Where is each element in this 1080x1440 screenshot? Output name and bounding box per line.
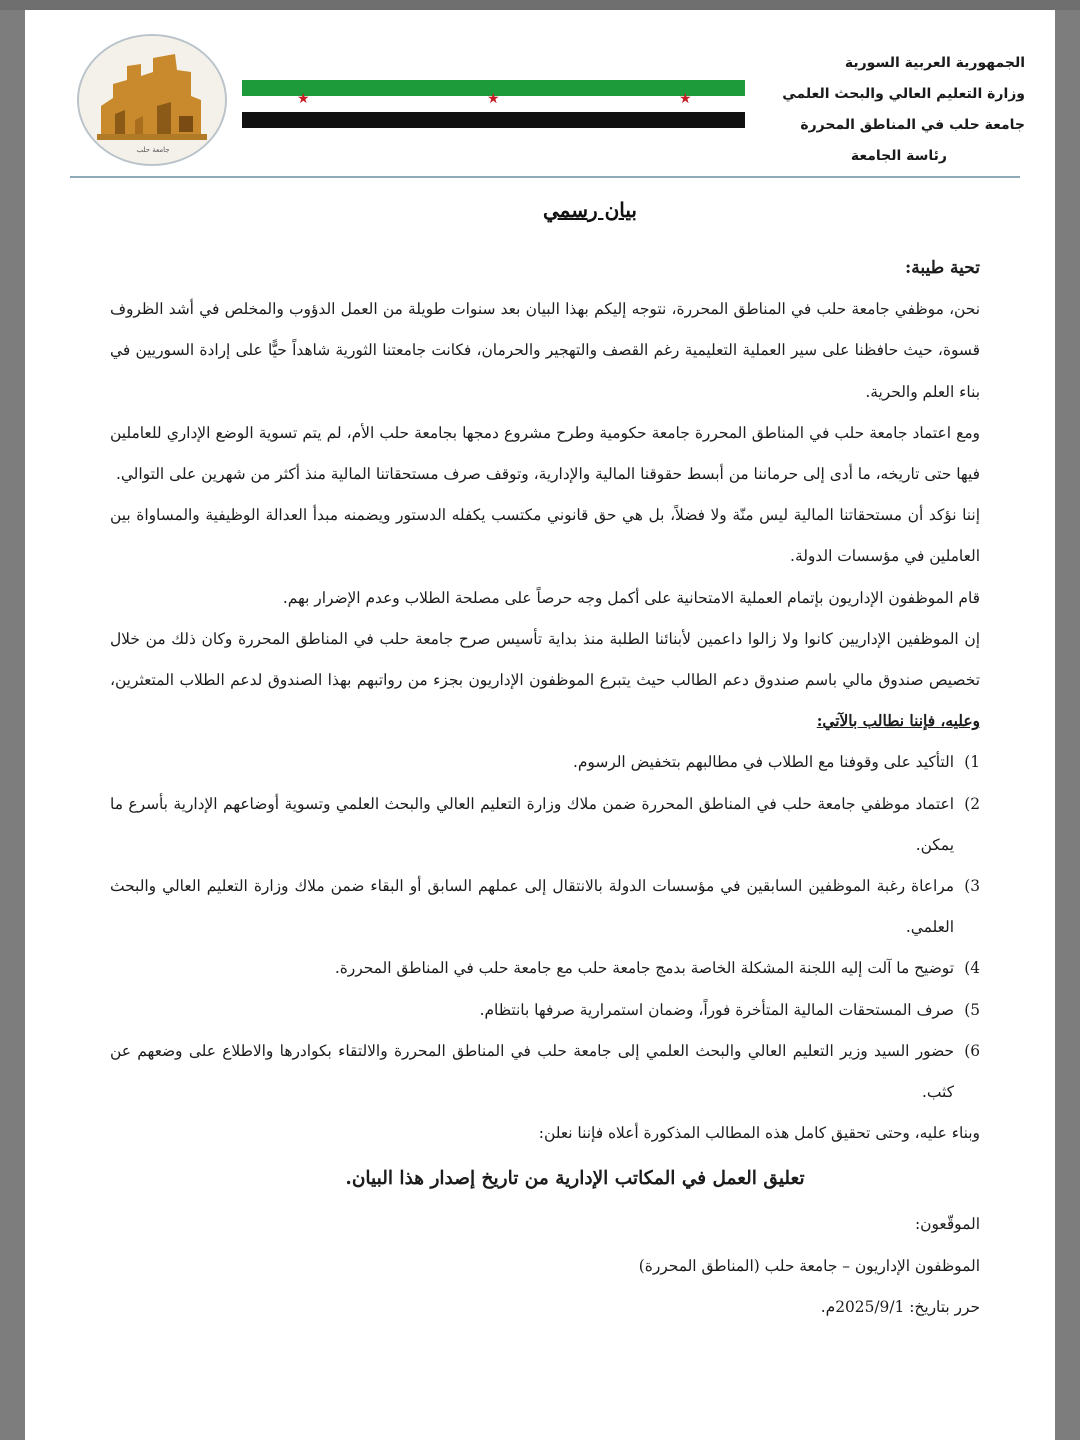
paragraph-with-demands-intro — [110, 619, 980, 743]
top-bar — [0, 0, 1080, 10]
demand-item — [110, 742, 980, 783]
demand-item — [110, 1031, 980, 1113]
demand-number: 2) — [964, 794, 980, 813]
demand-text: مراعاة رغبة الموظفين السابقين في مؤسسات الدولة بالانتقال إلى عملهم السابق أو البقاء ضمن ملاك وزارة التعليم العالي والبحث العلمي. — [110, 877, 954, 937]
letterhead-text — [735, 48, 1025, 172]
document-page — [25, 10, 1055, 1440]
signatories-label: الموقّعون: — [914, 1215, 980, 1234]
greeting: تحية طيبة: — [904, 258, 980, 278]
flag-black-stripe — [242, 112, 745, 128]
header-divider — [70, 176, 1020, 178]
header-line-presidency: رئاسة الجامعة — [850, 148, 947, 164]
demand-item — [110, 866, 980, 948]
university-emblem-icon — [77, 34, 227, 166]
paragraph: إننا نؤكد أن مستحقاتنا المالية ليس منّة ولا فضلاً، بل هي حق قانوني مكتسب يكفله الدستور ويضمنه مبدأ العدالة الوظيفية والمساواة بين العاملين في مؤسسات الدولة. — [110, 506, 980, 566]
demand-item — [110, 948, 980, 989]
document-title: بيان رسمي — [543, 198, 637, 222]
date-line: حرر بتاريخ: 2025/9/1م. — [820, 1297, 980, 1316]
header-line-ministry: وزارة التعليم العالي والبحث العلمي — [782, 86, 1025, 102]
demands-list — [110, 742, 980, 1113]
signatories: الموظفون الإداريون – جامعة حلب (المناطق المحررة) — [638, 1256, 980, 1275]
header-line-university: جامعة حلب في المناطق المحررة — [800, 117, 1025, 133]
paragraph: إن الموظفين الإداريين كانوا ولا زالوا داعمين لأبنائنا الطلبة منذ بداية تأسيس صرح جامعة حلب في المناطق المحررة وكان ذلك من خلال تخصيص صندوق مالي باسم صندوق دعم الطالب حيث يتبرع الموظفون الإداريون بجزء من رواتبهم بهذا الصندوق لدعم الطلاب المتعثرين، — [110, 629, 980, 690]
demand-number: 3) — [964, 877, 980, 896]
paragraph: ومع اعتماد جامعة حلب في المناطق المحررة جامعة حكومية وطرح مشروع دمجها بجامعة حلب الأم، لم يتم تسوية الوضع الإداري للعاملين فيها حتى تاريخه، ما أدى إلى حرماننا من أبسط حقوقنا المالية والإدارية، وتوقف صرف مستحقاتنا المالية منذ أكثر من شهرين على التوالي. — [110, 423, 980, 484]
logo-text: جامعة حلب — [136, 146, 170, 154]
demands-intro: وعليه، فإننا نطالب بالآتي: — [816, 712, 980, 731]
letterhead — [25, 10, 1055, 190]
suspension-announcement: تعليق العمل في المكاتب الإدارية من تاريخ إصدار هذا البيان. — [345, 1168, 805, 1190]
header-line-republic: الجمهورية العربية السورية — [844, 55, 1025, 71]
paragraph: قام الموظفون الإداريون بإتمام العملية الامتحانية على أكمل وجه حرصاً على مصلحة الطلاب وعدم الإضرار بهم. — [282, 588, 980, 607]
demand-text: حضور السيد وزير التعليم العالي والبحث العلمي إلى جامعة حلب في المناطق المحررة والالتقاء بكوادرها والاطلاع على وضعهم عن كثب. — [110, 1041, 954, 1102]
paragraph: نحن، موظفي جامعة حلب في المناطق المحررة، نتوجه إليكم بهذا البيان بعد سنوات طويلة من العمل الدؤوب والمخلص في أشد الظروف قسوة، حيث حافظنا على سير العملية التعليمية رغم القصف والتهجير والحرمان، فكانت جامعتنا الثورية شاهداً حيًّا على إرادة السوريين في بناء العلم والحرية. — [110, 300, 980, 401]
demand-text: التأكيد على وقوفنا مع الطلاب في مطالبهم بتخفيض الرسوم. — [572, 753, 954, 772]
demand-text: صرف المستحقات المالية المتأخرة فوراً، وضمان استمرارية صرفها بانتظام. — [479, 1000, 954, 1019]
flag-graphic — [242, 80, 745, 128]
demand-number: 4) — [964, 959, 980, 978]
demand-number: 6) — [964, 1041, 980, 1060]
demand-number: 1) — [964, 753, 980, 772]
demand-text: اعتماد موظفي جامعة حلب في المناطق المحررة ضمن ملاك وزارة التعليم العالي والبحث العلمي وتسوية أوضاعهم الإدارية بأسرع ما يمكن. — [110, 794, 954, 854]
demand-item — [110, 990, 980, 1031]
star-icon: ★ — [487, 91, 500, 107]
star-icon: ★ — [679, 91, 692, 107]
demand-number: 5) — [964, 1000, 980, 1019]
star-icon: ★ — [297, 91, 310, 107]
demand-item — [110, 784, 980, 866]
logo-graphic — [79, 36, 225, 164]
demand-text: توضيح ما آلت إليه اللجنة المشكلة الخاصة بدمج جامعة حلب مع جامعة حلب في المناطق المحررة. — [334, 959, 954, 978]
closing-statement: وبناء عليه، وحتى تحقيق كامل هذه المطالب المذكورة أعلاه فإننا نعلن: — [538, 1124, 980, 1143]
document-body — [110, 248, 980, 1328]
